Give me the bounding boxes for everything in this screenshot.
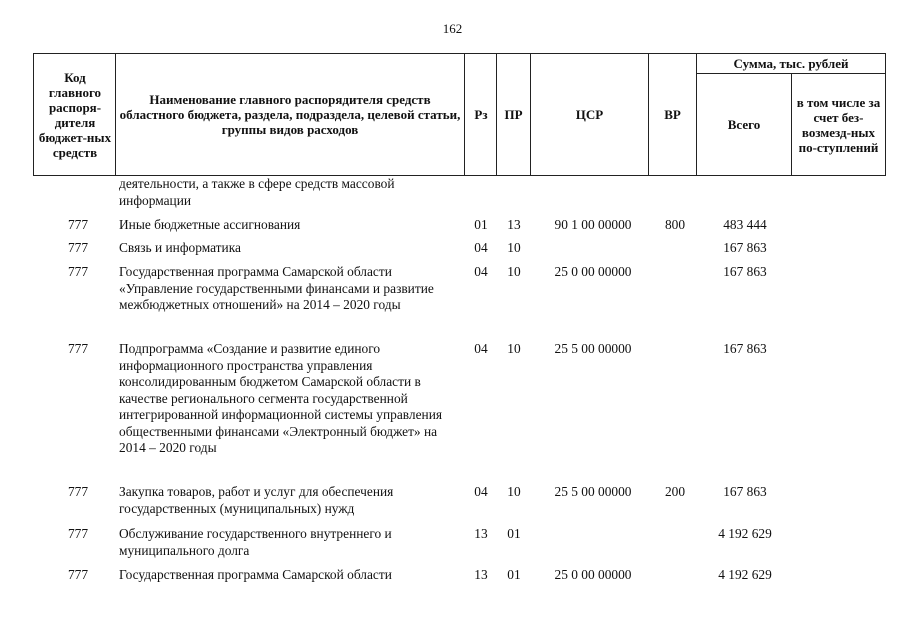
cell-rz: 04 xyxy=(474,240,488,255)
cell-total: 483 444 xyxy=(723,217,767,232)
header-gratuitous: в том числе за счет без-возмезд-ных по-ступлений xyxy=(796,94,881,155)
header-vr: ВР xyxy=(664,107,681,122)
cell-total: 167 863 xyxy=(723,240,767,255)
cell-vr: 800 xyxy=(664,217,686,232)
cell-csr: 90 1 00 00000 xyxy=(554,217,632,232)
cell-csr: 25 5 00 00000 xyxy=(554,484,632,499)
cell-name: Государственная программа Самарской области «Управление государственными финансами и развитие межбюджетных отношений» на 2014 – 2020 годы xyxy=(119,264,434,312)
cell-rz: 13 xyxy=(474,567,488,582)
cell-name: Государственная программа Самарской области xyxy=(119,567,392,582)
table-header xyxy=(33,53,886,176)
cell-csr: 25 0 00 00000 xyxy=(554,567,632,582)
header-rz: Рз xyxy=(474,107,488,122)
cell-name: Иные бюджетные ассигнования xyxy=(119,217,301,232)
cell-csr: 25 0 00 00000 xyxy=(554,264,632,279)
cell-code: 777 xyxy=(67,217,89,232)
cell-code: 777 xyxy=(67,240,89,255)
cell-total: 167 863 xyxy=(723,484,767,499)
cell-rz: 04 xyxy=(474,341,488,356)
cell-name: Связь и информатика xyxy=(119,240,241,255)
cell-rz: 04 xyxy=(474,484,488,499)
cell-pr: 13 xyxy=(507,217,521,232)
cell-pr: 01 xyxy=(507,526,521,541)
cell-code: 777 xyxy=(67,526,89,541)
cell-code: 777 xyxy=(67,567,89,582)
cell-pr: 01 xyxy=(507,567,521,582)
cell-pr: 10 xyxy=(507,264,521,279)
cell-code: 777 xyxy=(67,484,89,499)
cell-rz: 13 xyxy=(474,526,488,541)
cell-total: 167 863 xyxy=(723,264,767,279)
header-csr: ЦСР xyxy=(575,107,604,122)
cell-pr: 10 xyxy=(507,341,521,356)
page-number: 162 xyxy=(442,21,463,36)
cell-pr: 10 xyxy=(507,484,521,499)
cell-total: 167 863 xyxy=(723,341,767,356)
cell-vr: 200 xyxy=(664,484,686,499)
cell-code: 777 xyxy=(67,264,89,279)
header-name: Наименование главного распорядителя средств областного бюджета, раздела, подраздела, целевой статьи, группы видов расходов xyxy=(119,92,461,137)
cell-pr: 10 xyxy=(507,240,521,255)
cell-name: Подпрограмма «Создание и развитие единого информационного пространства управления консолидированным бюджетом Самарской области в качестве регионального сегмента государственной интегрированной информационной системы управления общественными финансами «Электронный бюджет» на 2014 – 2020 годы xyxy=(119,341,443,455)
header-total: Всего xyxy=(727,117,761,132)
cell-rz: 01 xyxy=(474,217,488,232)
cell-total: 4 192 629 xyxy=(718,526,772,541)
header-code: Код главного распоря-дителя бюджет-ных средств xyxy=(38,69,112,160)
cell-name: Закупка товаров, работ и услуг для обеспечения государственных (муниципальных) нужд xyxy=(119,484,394,516)
cell-rz: 04 xyxy=(474,264,488,279)
cell-total: 4 192 629 xyxy=(718,567,772,582)
cell-code: 777 xyxy=(67,341,89,356)
continuation-text: деятельности, а также в сфере средств массовой информации xyxy=(119,176,395,208)
header-pr: ПР xyxy=(504,107,523,122)
header-sum: Сумма, тыс. рублей xyxy=(733,56,849,71)
cell-name: Обслуживание государственного внутреннего и муниципального долга xyxy=(119,526,392,558)
cell-csr: 25 5 00 00000 xyxy=(554,341,632,356)
